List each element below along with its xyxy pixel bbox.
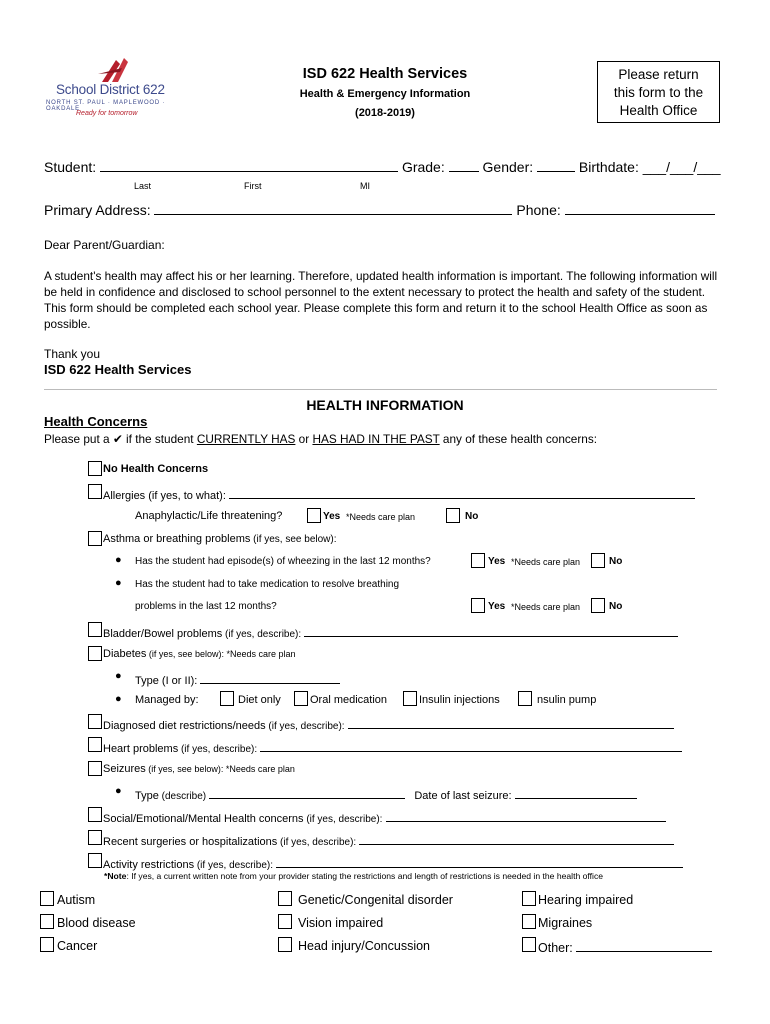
thanks: Thank you — [44, 347, 101, 361]
medication-question-2: problems in the last 12 months? — [135, 601, 277, 612]
allergies-checkbox[interactable] — [88, 484, 102, 499]
footnote-note-bold: *Note — [104, 871, 127, 881]
anaphylactic-no-checkbox[interactable] — [446, 508, 460, 523]
bullet: ● — [115, 577, 122, 589]
section-divider — [44, 389, 717, 390]
seizure-type-note: (describe) — [158, 791, 207, 802]
instr-mid: or — [295, 432, 313, 446]
oral-medication-checkbox[interactable] — [294, 691, 308, 706]
student-label: Student: — [44, 159, 97, 175]
heart-field[interactable] — [260, 739, 682, 752]
vision-label: Vision impaired — [298, 916, 384, 930]
other-row — [538, 939, 712, 955]
birthdate-field[interactable]: ___/___/___ — [642, 159, 721, 175]
anaphylactic-label: Anaphylactic/Life threatening? — [135, 510, 283, 522]
other-checkbox[interactable] — [522, 937, 536, 952]
genetic-checkbox[interactable] — [278, 891, 292, 906]
phone-field[interactable] — [565, 202, 715, 215]
activity-note: (if yes, describe): — [194, 860, 273, 871]
instr-pre: Please put a ✔ if the student — [44, 432, 197, 446]
wheezing-yes-checkbox[interactable] — [471, 553, 485, 568]
address-label: Primary Address: — [44, 202, 151, 218]
cancer-checkbox[interactable] — [40, 937, 54, 952]
activity-field[interactable] — [276, 855, 683, 868]
grade-label: Grade: — [401, 159, 445, 175]
wheezing-question: Has the student had episode(s) of wheezing in the last 12 months? — [135, 556, 431, 567]
diet-restrictions-row — [103, 716, 674, 732]
head-injury-checkbox[interactable] — [278, 937, 292, 952]
bullet: ● — [115, 554, 122, 566]
diabetes-row — [103, 648, 296, 660]
no-concerns-checkbox[interactable] — [88, 461, 102, 476]
social-row — [103, 809, 666, 825]
asthma-row — [103, 533, 337, 545]
activity-row — [103, 855, 683, 871]
cancer-label: Cancer — [57, 939, 98, 953]
asthma-label: Asthma or breathing problems — [103, 533, 251, 545]
blood-disease-checkbox[interactable] — [40, 914, 54, 929]
hearing-checkbox[interactable] — [522, 891, 536, 906]
phone-label: Phone: — [516, 202, 561, 218]
insulin-pump-checkbox[interactable] — [518, 691, 532, 706]
asthma-note: (if yes, see below): — [250, 534, 337, 545]
anaphylactic-care-plan: *Needs care plan — [346, 512, 416, 522]
return-line-2: this form to the — [613, 85, 704, 100]
address-line — [44, 202, 715, 218]
social-note: (if yes, describe): — [303, 814, 383, 825]
wheezing-no-label: No — [609, 556, 623, 567]
gender-field[interactable] — [537, 159, 575, 172]
concerns-title: Health Concerns — [44, 414, 148, 429]
bullet: ● — [115, 785, 122, 797]
genetic-label: Genetic/Congenital disorder — [298, 893, 453, 907]
head-injury-label: Head injury/Concussion — [298, 939, 431, 953]
logo-tagline: NORTH ST. PAUL · MAPLEWOOD · OAKDALE — [46, 100, 166, 112]
student-name-field[interactable] — [100, 159, 398, 172]
bladder-field[interactable] — [304, 624, 678, 637]
bladder-row — [103, 624, 678, 640]
other-label: Other: — [538, 941, 573, 955]
bullet: ● — [115, 693, 122, 705]
seizure-type-field[interactable] — [209, 786, 405, 799]
allergies-label: Allergies (if yes, to what): — [103, 490, 226, 502]
vision-checkbox[interactable] — [278, 914, 292, 929]
instr-currently-has: CURRENTLY HAS — [196, 432, 296, 446]
gender-label: Gender: — [482, 159, 534, 175]
allergies-row — [103, 486, 695, 502]
return-line-3: Health Office — [619, 103, 698, 118]
medication-no-checkbox[interactable] — [591, 598, 605, 613]
seizure-type-label: Type — [135, 790, 159, 802]
surgeries-field[interactable] — [359, 832, 674, 845]
seizures-row — [103, 763, 295, 775]
heart-row — [103, 739, 682, 755]
sub-mi: MI — [360, 181, 370, 191]
instr-post: any of these health concerns: — [439, 432, 598, 446]
medication-yes-label: Yes — [488, 601, 506, 612]
diet-only-label: Diet only — [238, 694, 281, 706]
sub-first: First — [244, 181, 262, 191]
medication-no-label: No — [609, 601, 623, 612]
seizure-type-row — [135, 786, 637, 802]
heart-checkbox[interactable] — [88, 737, 102, 752]
migraines-label: Migraines — [538, 916, 593, 930]
blood-disease-label: Blood disease — [57, 916, 136, 930]
instr-had-in-past: HAS HAD IN THE PAST — [312, 432, 440, 446]
student-line — [44, 159, 721, 175]
hearing-label: Hearing impaired — [538, 893, 634, 907]
insulin-pump-label: nsulin pump — [537, 694, 597, 706]
anaphylactic-yes-checkbox[interactable] — [307, 508, 321, 523]
logo-name: School District 622 — [56, 82, 165, 97]
diabetes-checkbox[interactable] — [88, 646, 102, 661]
seizures-label: Seizures — [103, 763, 146, 775]
grade-field[interactable] — [449, 159, 479, 172]
surgeries-note: (if yes, describe): — [277, 837, 357, 848]
no-concerns-label: No Health Concerns — [103, 463, 209, 475]
wheezing-care-plan: *Needs care plan — [511, 557, 581, 567]
activity-footnote — [104, 871, 603, 881]
bladder-note: (if yes, describe): — [222, 629, 302, 640]
other-field[interactable] — [576, 939, 712, 952]
social-field[interactable] — [386, 809, 666, 822]
migraines-checkbox[interactable] — [522, 914, 536, 929]
diet-restrictions-field[interactable] — [348, 716, 674, 729]
footnote-text: : If yes, a current written note from your provider stating the restrictions and length of restrictions is needed in the health office — [126, 871, 604, 881]
section-title: HEALTH INFORMATION — [306, 397, 464, 413]
anaphylactic-no-label: No — [465, 511, 479, 522]
bladder-label: Bladder/Bowel problems — [103, 628, 223, 640]
return-line-1: Please return — [618, 67, 699, 82]
diabetes-note: (if yes, see below): *Needs care plan — [146, 649, 296, 659]
return-notice-box — [597, 61, 720, 123]
greeting: Dear Parent/Guardian: — [44, 238, 165, 252]
surgeries-row — [103, 832, 674, 848]
insulin-injections-checkbox[interactable] — [403, 691, 417, 706]
social-checkbox[interactable] — [88, 807, 102, 822]
medication-yes-checkbox[interactable] — [471, 598, 485, 613]
activity-label: Activity restrictions — [103, 859, 195, 871]
wheezing-no-checkbox[interactable] — [591, 553, 605, 568]
birthdate-label: Birthdate: — [578, 159, 639, 175]
insulin-injections-label: Insulin injections — [419, 694, 500, 706]
medication-care-plan: *Needs care plan — [511, 602, 581, 612]
logo-ready: Ready for tomorrow — [76, 110, 138, 117]
diet-only-checkbox[interactable] — [220, 691, 234, 706]
diabetes-type-row — [135, 671, 340, 687]
surgeries-checkbox[interactable] — [88, 830, 102, 845]
asthma-checkbox[interactable] — [88, 531, 102, 546]
bladder-checkbox[interactable] — [88, 622, 102, 637]
autism-label: Autism — [57, 893, 96, 907]
signature: ISD 622 Health Services — [44, 362, 192, 377]
sub-last: Last — [134, 181, 152, 191]
instructions — [44, 432, 597, 446]
diabetes-label: Diabetes — [103, 648, 147, 660]
last-seizure-label: Date of last seizure: — [414, 790, 512, 802]
address-field[interactable] — [154, 202, 512, 215]
diet-restrictions-label: Diagnosed diet restrictions/needs — [103, 720, 266, 732]
activity-checkbox[interactable] — [88, 853, 102, 868]
diet-restrictions-note: (if yes, describe): — [265, 721, 345, 732]
form-title: ISD 622 Health Services — [302, 66, 468, 82]
last-seizure-field[interactable] — [515, 786, 637, 799]
managed-by-label: Managed by: — [135, 694, 199, 706]
bullet: ● — [115, 670, 122, 682]
seizures-checkbox[interactable] — [88, 761, 102, 776]
diet-restrictions-checkbox[interactable] — [88, 714, 102, 729]
letter-body: A student's health may affect his or her learning. Therefore, updated health information is important. The following information will be held in confidence and disclosed to school personnel to the extent necessary to protect the health and safety of the student. This form should be completed each school year. Please complete this form and return it to the school Health Office as soon as possible. — [44, 269, 718, 331]
diabetes-type-label: Type (I or II): — [135, 675, 198, 687]
diabetes-type-field[interactable] — [200, 671, 340, 684]
heart-note: (if yes, describe): — [178, 744, 258, 755]
autism-checkbox[interactable] — [40, 891, 54, 906]
surgeries-label: Recent surgeries or hospitalizations — [103, 836, 278, 848]
medication-question-1: Has the student had to take medication to resolve breathing — [135, 579, 400, 590]
wheezing-yes-label: Yes — [488, 556, 506, 567]
form-year: (2018-2019) — [355, 107, 415, 119]
form-subtitle: Health & Emergency Information — [299, 88, 471, 100]
seizures-note: (if yes, see below): *Needs care plan — [145, 764, 295, 774]
social-label: Social/Emotional/Mental Health concerns — [103, 813, 304, 825]
heart-label: Heart problems — [103, 743, 179, 755]
oral-medication-label: Oral medication — [310, 694, 388, 706]
allergies-field[interactable] — [229, 486, 695, 499]
anaphylactic-yes-label: Yes — [323, 511, 341, 522]
